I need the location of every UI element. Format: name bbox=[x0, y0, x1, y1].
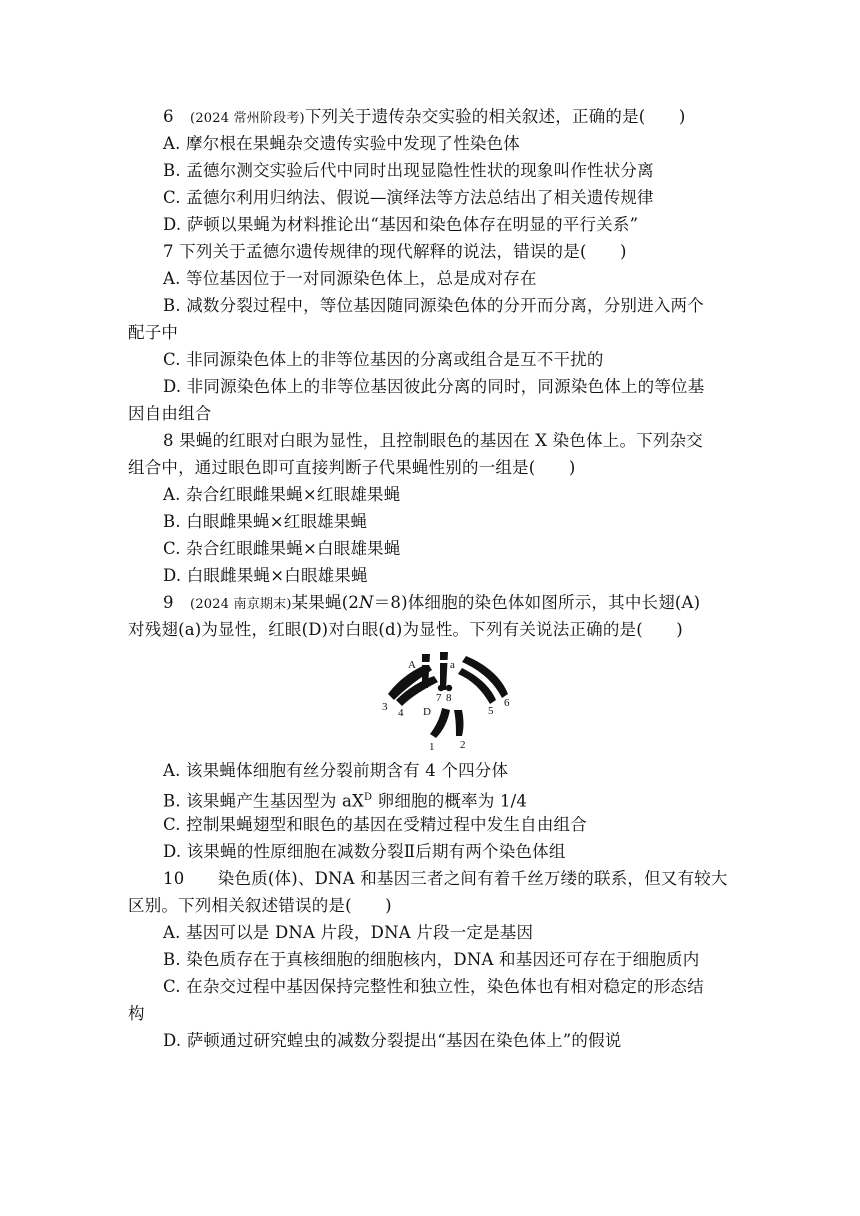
label-5: 5 bbox=[488, 705, 494, 717]
q9-option-c: C. 控制果蝇翅型和眼色的基因在受精过程中发生自由组合 bbox=[163, 815, 587, 834]
q10-option-d: D. 萨顿通过研究蝗虫的减数分裂提出“基因在染色体上”的假说 bbox=[163, 1031, 622, 1050]
q9-stem-a: 某果蝇(2 bbox=[291, 593, 360, 612]
q7-option-a: A. 等位基因位于一对同源染色体上，总是成对存在 bbox=[163, 269, 537, 288]
q8-option-b: B. 白眼雌果蝇×红眼雄果蝇 bbox=[163, 512, 368, 531]
label-3: 3 bbox=[382, 701, 388, 713]
chromosome-8-dot bbox=[446, 685, 452, 691]
q7-option-c: C. 非同源染色体上的非等位基因的分离或组合是互不干扰的 bbox=[163, 350, 604, 369]
q6-stem-text: 下列关于遗传杂交实验的相关叙述，正确的是( ) bbox=[304, 107, 686, 126]
q6-option-c: C. 孟德尔利用归纳法、假说—演绎法等方法总结出了相关遗传规律 bbox=[163, 188, 654, 207]
q8-stem-cont: 组合中，通过眼色即可直接判断子代果蝇性别的一组是( ) bbox=[128, 458, 576, 477]
q9-stem-b: ＝8)体细胞的染色体如图所示，其中长翅(A) bbox=[373, 593, 701, 612]
label-2: 2 bbox=[460, 739, 466, 751]
q6-number: 6 bbox=[163, 107, 174, 126]
gene-band-a bbox=[438, 660, 450, 663]
q9-number: 9 bbox=[163, 593, 174, 612]
q9-stem-n: N bbox=[359, 593, 374, 612]
q6-option-b: B. 孟德尔测交实验后代中同时出现显隐性性状的现象叫作性状分离 bbox=[163, 161, 654, 180]
q9-option-a: A. 该果蝇体细胞有丝分裂前期含有 4 个四分体 bbox=[163, 761, 509, 780]
label-D: D bbox=[423, 706, 431, 718]
q6-option-d: D. 萨顿以果蝇为材料推论出“基因和染色体存在明显的平行关系” bbox=[163, 215, 639, 234]
q9-stem-cont: 对残翅(a)为显性，红眼(D)对白眼(d)为显性。下列有关说法正确的是( ) bbox=[128, 620, 683, 639]
q8-stem: 8 果蝇的红眼对白眼为显性，且控制眼色的基因在 X 染色体上。下列杂交 bbox=[163, 431, 703, 450]
q8-option-a: A. 杂合红眼雌果蝇×红眼雄果蝇 bbox=[163, 485, 401, 504]
q10-option-a: A. 基因可以是 DNA 片段，DNA 片段一定是基因 bbox=[163, 923, 534, 942]
q7-option-b-cont: 配子中 bbox=[128, 323, 179, 342]
gene-band-A bbox=[420, 662, 432, 665]
label-6: 6 bbox=[504, 697, 510, 709]
q9-option-d: D. 该果蝇的性原细胞在减数分裂Ⅱ后期有两个染色体组 bbox=[163, 842, 566, 861]
q10-option-b: B. 染色质存在于真核细胞的细胞核内，DNA 和基因还可存在于细胞质内 bbox=[163, 950, 700, 969]
q9-option-b-rest: 卵细胞的概率为 1/4 bbox=[372, 791, 528, 811]
q6-stem bbox=[163, 106, 686, 130]
label-7: 7 bbox=[436, 692, 442, 704]
label-A: A bbox=[408, 659, 416, 671]
q10-stem-cont: 区别。下列相关叙述错误的是( ) bbox=[128, 896, 392, 915]
chromosome-7-dot bbox=[438, 685, 444, 691]
q7-option-d-cont: 因自由组合 bbox=[128, 404, 212, 423]
q6-option-a: A. 摩尔根在果蝇杂交遗传实验中发现了性染色体 bbox=[163, 134, 521, 153]
q6-source: (2024 常州阶段考) bbox=[190, 111, 305, 126]
chromosome-a-lower bbox=[440, 652, 448, 690]
q10-stem: 10 染色质(体)、DNA 和基因三者之间有着千丝万缕的联系，但又有较大 bbox=[163, 869, 728, 888]
q8-option-c: C. 杂合红眼雌果蝇×白眼雄果蝇 bbox=[163, 539, 401, 558]
q10-option-c: C. 在杂交过程中基因保持完整性和独立性，染色体也有相对稳定的形态结 bbox=[163, 977, 704, 996]
label-a: a bbox=[450, 659, 455, 671]
q7-option-b: B. 减数分裂过程中，等位基因随同源染色体的分开而分离，分别进入两个 bbox=[163, 296, 704, 315]
q8-option-d: D. 白眼雌果蝇×白眼雄果蝇 bbox=[163, 566, 368, 585]
chromosome-2 bbox=[454, 710, 464, 736]
chromosome-1 bbox=[430, 708, 450, 738]
q9-option-b bbox=[163, 787, 527, 813]
label-4: 4 bbox=[398, 707, 404, 719]
q9-option-b-sup: D bbox=[363, 792, 373, 803]
q7-option-d: D. 非同源染色体上的非等位基因彼此分离的同时，同源染色体上的等位基 bbox=[163, 377, 705, 396]
q9-stem bbox=[163, 592, 700, 616]
q10-option-c-cont: 构 bbox=[128, 1004, 145, 1023]
q9-source: (2024 南京期末) bbox=[190, 597, 292, 612]
label-8: 8 bbox=[446, 692, 452, 704]
q9-option-b-text: B. 该果蝇产生基因型为 aX bbox=[163, 791, 364, 811]
label-1: 1 bbox=[429, 741, 435, 753]
chromosome-figure bbox=[378, 648, 518, 754]
q7-stem: 7 下列关于孟德尔遗传规律的现代解释的说法，错误的是( ) bbox=[163, 242, 627, 261]
